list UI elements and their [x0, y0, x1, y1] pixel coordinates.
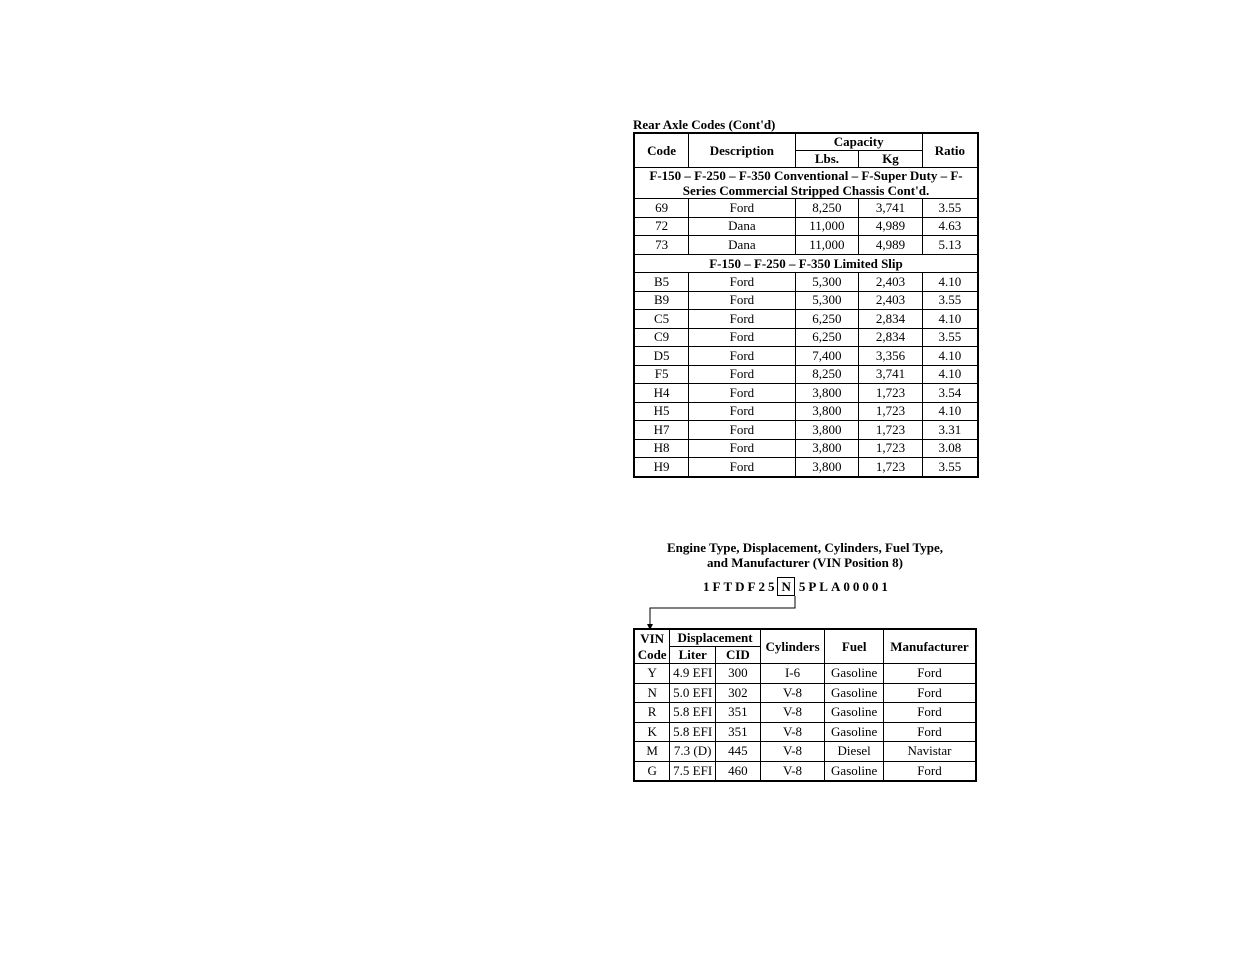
cell-ratio: 3.55 — [922, 291, 978, 310]
table-row — [634, 328, 978, 347]
cell-lbs: 7,400 — [795, 347, 859, 366]
cell-code: C9 — [634, 328, 689, 347]
col-code: Code — [634, 133, 689, 168]
axle-table-caption: Rear Axle Codes (Cont'd) — [633, 117, 776, 132]
cell-description: Ford — [689, 347, 795, 366]
col-fuel: Fuel — [825, 629, 884, 664]
rear-axle-codes-table — [633, 132, 979, 478]
col-lbs: Lbs. — [795, 151, 859, 168]
cell-ratio: 4.10 — [922, 365, 978, 384]
cell-description: Ford — [689, 402, 795, 421]
cell-code: 72 — [634, 217, 689, 236]
col-displacement: Displacement — [670, 629, 760, 647]
cell-fuel: Gasoline — [825, 664, 884, 684]
cell-manufacturer: Ford — [883, 683, 976, 703]
cell-kg: 1,723 — [859, 384, 923, 403]
cell-ratio: 4.10 — [922, 347, 978, 366]
cell-lbs: 11,000 — [795, 217, 859, 236]
table-row — [634, 310, 978, 329]
cell-fuel: Gasoline — [825, 761, 884, 781]
cell-liter: 7.5 EFI — [670, 761, 716, 781]
cell-code: H4 — [634, 384, 689, 403]
cell-description: Ford — [689, 310, 795, 329]
cell-cid: 351 — [716, 722, 761, 742]
col-manufacturer: Manufacturer — [883, 629, 976, 664]
table-row — [634, 402, 978, 421]
cell-code: 69 — [634, 199, 689, 218]
col-cylinders: Cylinders — [760, 629, 825, 664]
cell-ratio: 3.55 — [922, 199, 978, 218]
cell-lbs: 6,250 — [795, 328, 859, 347]
cell-kg: 2,403 — [859, 273, 923, 292]
engine-title-line-2: and Manufacturer (VIN Position 8) — [707, 555, 903, 570]
cell-ratio: 4.10 — [922, 402, 978, 421]
cell-ratio: 3.55 — [922, 328, 978, 347]
cell-ratio: 4.10 — [922, 273, 978, 292]
cell-liter: 5.0 EFI — [670, 683, 716, 703]
col-cid: CID — [716, 647, 761, 664]
cell-kg: 1,723 — [859, 458, 923, 477]
cell-vin-code: Y — [634, 664, 670, 684]
cell-liter: 5.8 EFI — [670, 722, 716, 742]
cell-kg: 3,356 — [859, 347, 923, 366]
cell-description: Ford — [689, 365, 795, 384]
table-row — [634, 217, 978, 236]
cell-lbs: 3,800 — [795, 439, 859, 458]
table-row — [634, 236, 978, 255]
col-kg: Kg — [859, 151, 923, 168]
cell-lbs: 3,800 — [795, 402, 859, 421]
cell-code: H5 — [634, 402, 689, 421]
cell-manufacturer: Ford — [883, 761, 976, 781]
col-description: Description — [689, 133, 795, 168]
cell-kg: 1,723 — [859, 439, 923, 458]
cell-code: H7 — [634, 421, 689, 440]
table-row — [634, 365, 978, 384]
cell-lbs: 5,300 — [795, 291, 859, 310]
cell-cylinders: V-8 — [760, 703, 825, 723]
cell-liter: 4.9 EFI — [670, 664, 716, 684]
cell-code: H9 — [634, 458, 689, 477]
cell-manufacturer: Ford — [883, 664, 976, 684]
col-vin-code — [634, 629, 670, 664]
cell-kg: 2,834 — [859, 310, 923, 329]
cell-kg: 4,989 — [859, 236, 923, 255]
vin-position-8-box: N — [777, 577, 794, 596]
cell-lbs: 8,250 — [795, 199, 859, 218]
table-row — [634, 199, 978, 218]
cell-lbs: 3,800 — [795, 458, 859, 477]
cell-ratio: 3.08 — [922, 439, 978, 458]
cell-fuel: Gasoline — [825, 703, 884, 723]
cell-description: Ford — [689, 291, 795, 310]
cell-cid: 460 — [716, 761, 761, 781]
table-row — [634, 347, 978, 366]
cell-kg: 2,403 — [859, 291, 923, 310]
table-row — [634, 742, 976, 762]
engine-table-title — [633, 540, 977, 570]
col-capacity: Capacity — [795, 133, 922, 151]
cell-cid: 445 — [716, 742, 761, 762]
col-liter: Liter — [670, 647, 716, 664]
cell-vin-code: M — [634, 742, 670, 762]
cell-description: Ford — [689, 458, 795, 477]
cell-kg: 2,834 — [859, 328, 923, 347]
table-row — [634, 421, 978, 440]
cell-manufacturer: Navistar — [883, 742, 976, 762]
cell-ratio: 4.10 — [922, 310, 978, 329]
cell-lbs: 3,800 — [795, 421, 859, 440]
table-row — [634, 458, 978, 477]
axle-section-conventional: F-150 – F-250 – F-350 Conventional – F-Super Duty – F-Series Commercial Stripped Chassis Cont'd. — [634, 168, 978, 199]
cell-kg: 4,989 — [859, 217, 923, 236]
cell-description: Dana — [689, 217, 795, 236]
cell-description: Ford — [689, 328, 795, 347]
cell-lbs: 11,000 — [795, 236, 859, 255]
cell-lbs: 6,250 — [795, 310, 859, 329]
cell-lbs: 8,250 — [795, 365, 859, 384]
cell-description: Ford — [689, 273, 795, 292]
cell-description: Ford — [689, 421, 795, 440]
table-row — [634, 291, 978, 310]
engine-title-line-1: Engine Type, Displacement, Cylinders, Fuel Type, — [666, 540, 944, 555]
cell-cid: 351 — [716, 703, 761, 723]
cell-ratio: 3.54 — [922, 384, 978, 403]
cell-cylinders: V-8 — [760, 761, 825, 781]
cell-cylinders: I-6 — [760, 664, 825, 684]
cell-manufacturer: Ford — [883, 703, 976, 723]
cell-vin-code: K — [634, 722, 670, 742]
cell-ratio: 3.31 — [922, 421, 978, 440]
cell-fuel: Gasoline — [825, 683, 884, 703]
table-row — [634, 683, 976, 703]
cell-code: H8 — [634, 439, 689, 458]
cell-lbs: 5,300 — [795, 273, 859, 292]
table-row — [634, 703, 976, 723]
cell-kg: 3,741 — [859, 365, 923, 384]
col-ratio: Ratio — [922, 133, 978, 168]
cell-ratio: 5.13 — [922, 236, 978, 255]
vin-header-text: VIN — [640, 630, 665, 646]
cell-code: B5 — [634, 273, 689, 292]
cell-description: Ford — [689, 384, 795, 403]
cell-code: F5 — [634, 365, 689, 384]
cell-manufacturer: Ford — [883, 722, 976, 742]
cell-kg: 1,723 — [859, 402, 923, 421]
cell-lbs: 3,800 — [795, 384, 859, 403]
axle-section-limited-slip: F-150 – F-250 – F-350 Limited Slip — [634, 254, 978, 273]
cell-vin-code: R — [634, 703, 670, 723]
engine-type-table — [633, 628, 977, 782]
vin-suffix: 5PLA00001 — [798, 579, 891, 594]
cell-cylinders: V-8 — [760, 722, 825, 742]
cell-cylinders: V-8 — [760, 683, 825, 703]
table-row — [634, 439, 978, 458]
cell-kg: 3,741 — [859, 199, 923, 218]
cell-vin-code: G — [634, 761, 670, 781]
cell-code: B9 — [634, 291, 689, 310]
cell-ratio: 4.63 — [922, 217, 978, 236]
cell-cylinders: V-8 — [760, 742, 825, 762]
cell-liter: 7.3 (D) — [670, 742, 716, 762]
cell-description: Ford — [689, 439, 795, 458]
cell-vin-code: N — [634, 683, 670, 703]
cell-description: Ford — [689, 199, 795, 218]
cell-ratio: 3.55 — [922, 458, 978, 477]
cell-liter: 5.8 EFI — [670, 703, 716, 723]
cell-cid: 300 — [716, 664, 761, 684]
cell-code: D5 — [634, 347, 689, 366]
table-row — [634, 273, 978, 292]
cell-kg: 1,723 — [859, 421, 923, 440]
table-row — [634, 384, 978, 403]
vin-prefix: 1FTDF25 — [703, 579, 778, 594]
cell-fuel: Diesel — [825, 742, 884, 762]
cell-fuel: Gasoline — [825, 722, 884, 742]
cell-code: C5 — [634, 310, 689, 329]
cell-code: 73 — [634, 236, 689, 255]
code-header-text: Code — [637, 646, 667, 662]
table-row — [634, 664, 976, 684]
table-row — [634, 722, 976, 742]
table-row — [634, 761, 976, 781]
cell-cid: 302 — [716, 683, 761, 703]
cell-description: Dana — [689, 236, 795, 255]
